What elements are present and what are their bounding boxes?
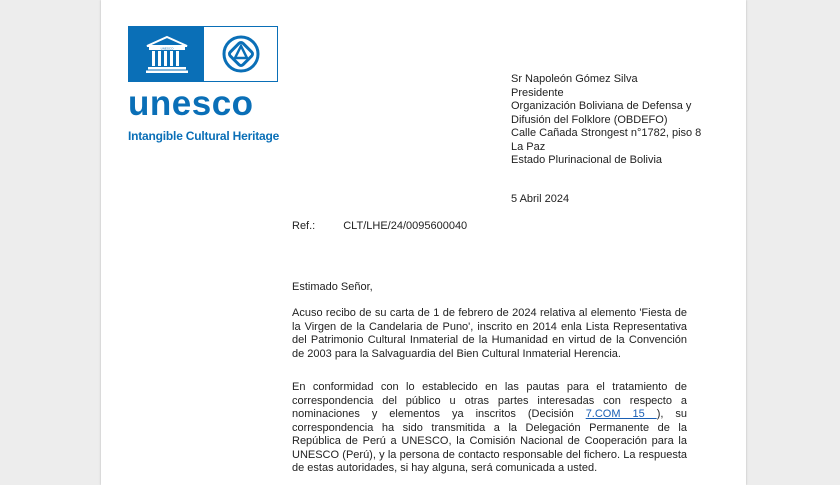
temple-icon (129, 27, 204, 81)
logo-subtitle: Intangible Cultural Heritage (128, 129, 280, 143)
letter-date: 5 Abril 2024 (511, 193, 570, 205)
paragraph-2 (292, 381, 687, 476)
decision-link[interactable]: 7.COM 15 (585, 408, 657, 420)
address-line: Estado Plurinacional de Bolivia (511, 154, 663, 166)
greeting: Estimado Señor, (292, 281, 373, 293)
paragraph-2-start: En conformidad con lo establecido en las pautas para el tratamiento de correspondencia del público u otras partes interesadas con respecto a nominaciones y elementos ya inscritos (Decisión (292, 381, 687, 420)
address-line: Organización Boliviana de Defensa y (511, 100, 692, 112)
address-line: Presidente (511, 86, 564, 99)
paragraph-1: Acuso recibo de su carta de 1 de febrero de 2024 relativa al elemento 'Fiesta de la Virgen de la Candelaria de Puno', inscrito en 2014 enla Lista Representativa del Patrimonio Cultural Inmaterial de la Humanidad en virtud de la Convención de 2003 para la Salvaguardia del Bien Cultural Inmaterial Herencia. (292, 307, 687, 360)
logo-emblem-box (128, 26, 278, 82)
address-line: La Paz (511, 140, 546, 153)
paragraph-2-end: ), su correspondencia ha sido transmitida a la Delegación Permanente de la República de Perú a UNESCO, la Comisión Nacional de Cooperación para la UNESCO (Perú), y la persona de contacto responsable del fichero. La respuesta de estas autoridades, si hay alguna, será comunicada a usted. (292, 408, 687, 474)
address-line: Calle Cañada Strongest n°1782, piso 8 (511, 127, 702, 139)
address-line: Difusión del Folklore (OBDEFO) (511, 113, 668, 126)
reference-label: Ref.: (292, 220, 316, 232)
address-line: Sr Napoleón Gómez Silva (511, 73, 638, 85)
logo-wordmark: unesco (128, 84, 254, 123)
reference-value: CLT/LHE/24/0095600040 (343, 220, 468, 232)
recipient-address (511, 73, 736, 168)
temple-frieze-text: UNESCO (160, 46, 173, 51)
ich-emblem-icon (204, 27, 277, 81)
document-page (101, 0, 746, 485)
reference-line (292, 220, 467, 234)
